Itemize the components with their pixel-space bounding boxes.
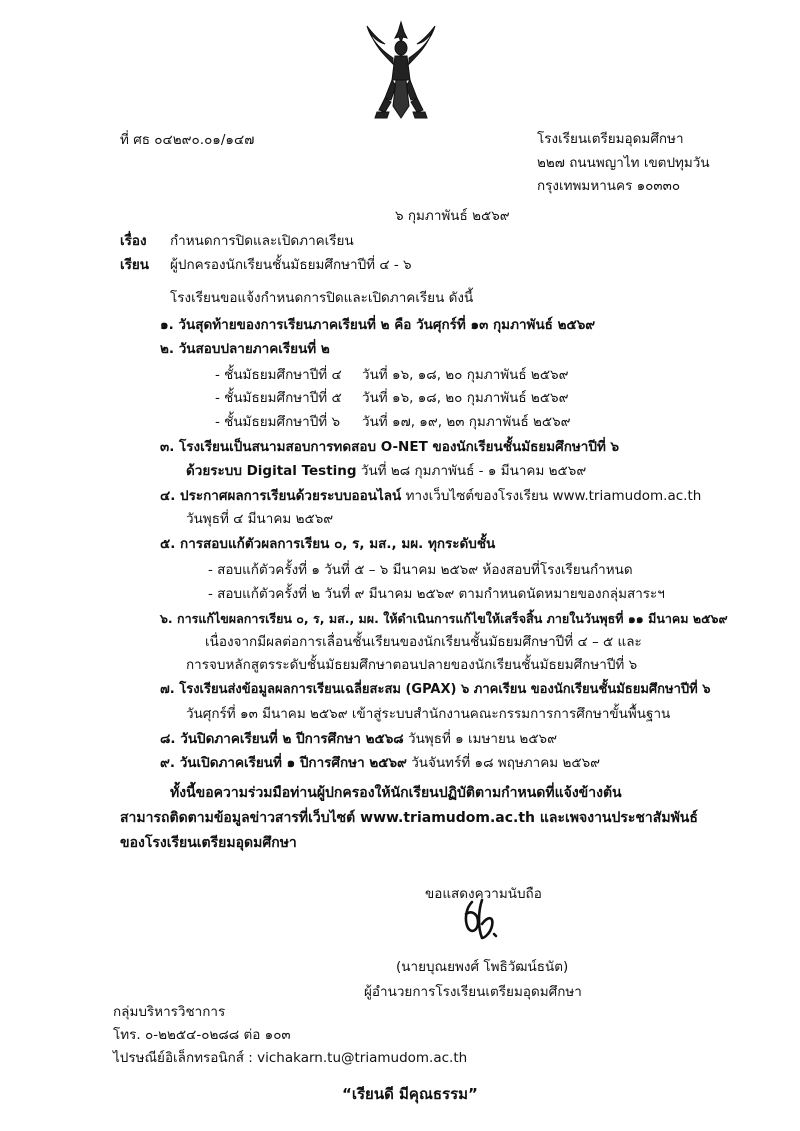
- department: กลุ่มบริหารวิชาการ: [113, 1004, 226, 1020]
- document-number: ที่ ศธ ๐๔๒๙๐.๐๑/๑๔๗: [120, 132, 255, 148]
- exam-dates-4: วันที่ ๑๖, ๑๘, ๒๐ กุมภาพันธ์ ๒๕๖๙: [362, 367, 569, 383]
- exam-dates-5: วันที่ ๑๖, ๑๘, ๒๐ กุมภาพันธ์ ๒๕๖๙: [362, 390, 569, 406]
- garuda-emblem: [363, 20, 439, 124]
- signature: [452, 894, 512, 954]
- item-4-date: วันพุธที่ ๔ มีนาคม ๒๕๖๙: [186, 511, 334, 527]
- email: ไปรษณีย์อิเล็กทรอนิกส์ : vichakarn.tu@triamudom.ac.th: [113, 1050, 468, 1066]
- item-3-system: ด้วยระบบ Digital Testing: [186, 463, 357, 479]
- item-4-detail: ทางเว็บไซต์ของโรงเรียน www.triamudom.ac.th: [401, 488, 702, 504]
- recipient-text: ผู้ปกครองนักเรียนชั้นมัธยมศึกษาปีที่ ๔ - ๖: [170, 257, 412, 273]
- school-motto: “เรียนดี มีคุณธรรม”: [342, 1085, 478, 1103]
- exam-level-5: - ชั้นมัธยมศึกษาปีที่ ๕: [215, 390, 342, 406]
- item-3-line2: [186, 462, 586, 480]
- subject-label: เรื่อง: [120, 233, 147, 249]
- item-8-title: ๘. วันปิดภาคเรียนที่ ๒ ปีการศึกษา ๒๕๖๘: [160, 731, 404, 747]
- item-6-line2: เนื่องจากมีผลต่อการเลื่อนชั้นเรียนของนักเรียนชั้นมัธยมศึกษาปีที่ ๔ – ๕ และ: [205, 634, 642, 650]
- item-4-title: ๔. ประกาศผลการเรียนด้วยระบบออนไลน์: [160, 488, 402, 504]
- retest-round-1: - สอบแก้ตัวครั้งที่ ๑ วันที่ ๕ – ๖ มีนาคม ๒๕๖๙ ห้องสอบที่โรงเรียนกำหนด: [208, 562, 633, 578]
- closing-line-1: ทั้งนี้ขอความร่วมมือท่านผู้ปกครองให้นักเรียนปฏิบัติตามกำหนดที่แจ้งข้างต้น: [170, 785, 622, 801]
- exam-dates-6: วันที่ ๑๗, ๑๙, ๒๓ กุมภาพันธ์ ๒๕๖๙: [362, 414, 571, 430]
- phone: โทร. ๐-๒๒๕๔-๐๒๘๘ ต่อ ๑๐๓: [113, 1027, 291, 1043]
- item-6-line3: การจบหลักสูตรระดับชั้นมัธยมศึกษาตอนปลายของนักเรียนชั้นมัธยมศึกษาปีที่ ๖: [186, 657, 638, 673]
- retest-round-2: - สอบแก้ตัวครั้งที่ ๒ วันที่ ๙ มีนาคม ๒๕๖๙ ตามกำหนดนัดหมายของกลุ่มสาระฯ: [208, 586, 665, 602]
- item-7-line2: วันศุกร์ที่ ๑๓ มีนาคม ๒๕๖๙ เข้าสู่ระบบสำนักงานคณะกรรมการการศึกษาขั้นพื้นฐาน: [186, 706, 671, 722]
- intro-text: โรงเรียนขอแจ้งกำหนดการปิดและเปิดภาคเรียน ดังนี้: [170, 290, 474, 306]
- item-1: ๑. วันสุดท้ายของการเรียนภาคเรียนที่ ๒ คือ วันศุกร์ที่ ๑๓ กุมภาพันธ์ ๒๕๖๙: [160, 317, 596, 333]
- item-8: [160, 730, 557, 748]
- exam-level-6: - ชั้นมัธยมศึกษาปีที่ ๖: [215, 414, 341, 430]
- closing-line-2: สามารถติดตามข้อมูลข่าวสารที่เว็บไซต์ www.triamudom.ac.th และเพจงานประชาสัมพันธ์: [120, 810, 698, 826]
- signer-title: ผู้อำนวยการโรงเรียนเตรียมอุดมศึกษา: [364, 984, 582, 1000]
- subject-text: กำหนดการปิดและเปิดภาคเรียน: [170, 233, 354, 249]
- item-9-title: ๙. วันเปิดภาคเรียนที่ ๑ ปีการศึกษา ๒๕๖๙: [160, 755, 407, 771]
- item-8-date: วันพุธที่ ๑ เมษายน ๒๕๖๙: [403, 731, 557, 747]
- school-street: ๒๒๗ ถนนพญาไท เขตปทุมวัน: [537, 155, 710, 171]
- item-4: [160, 487, 701, 505]
- school-city: กรุงเทพมหานคร ๑๐๓๓๐: [537, 178, 681, 194]
- item-5: ๕. การสอบแก้ตัวผลการเรียน ๐, ร, มส., มผ. ทุกระดับชั้น: [160, 536, 496, 552]
- item-3-dates: วันที่ ๒๘ กุมภาพันธ์ - ๑ มีนาคม ๒๕๖๙: [356, 463, 587, 479]
- recipient-label: เรียน: [120, 257, 150, 273]
- school-name: โรงเรียนเตรียมอุดมศึกษา: [537, 131, 684, 147]
- exam-level-4: - ชั้นมัธยมศึกษาปีที่ ๔: [215, 367, 342, 383]
- item-9-date: วันจันทร์ที่ ๑๘ พฤษภาคม ๒๕๖๙: [406, 755, 601, 771]
- regards-text: ขอแสดงความนับถือ: [425, 886, 542, 902]
- item-9: [160, 754, 600, 772]
- signer-name: (นายบุณยพงศ์ โพธิวัฒน์ธนัต): [396, 959, 569, 975]
- item-3: ๓. โรงเรียนเป็นสนามสอบการทดสอบ O-NET ของนักเรียนชั้นมัธยมศึกษาปีที่ ๖: [160, 439, 620, 455]
- closing-line-3: ของโรงเรียนเตรียมอุดมศึกษา: [120, 835, 297, 851]
- item-7: ๗. โรงเรียนส่งข้อมูลผลการเรียนเฉลี่ยสะสม (GPAX) ๖ ภาคเรียน ของนักเรียนชั้นมัธยมศึกษาปีที่ ๖: [160, 682, 711, 697]
- item-6: ๖. การแก้ไขผลการเรียน ๐, ร, มส., มผ. ให้ดำเนินการแก้ไขให้เสร็จสิ้น ภายในวันพุธที่ ๑๑ มีนาคม ๒๕๖๙: [160, 611, 728, 626]
- document-date: ๖ กุมภาพันธ์ ๒๕๖๙: [395, 208, 510, 224]
- item-2: ๒. วันสอบปลายภาคเรียนที่ ๒: [160, 341, 330, 357]
